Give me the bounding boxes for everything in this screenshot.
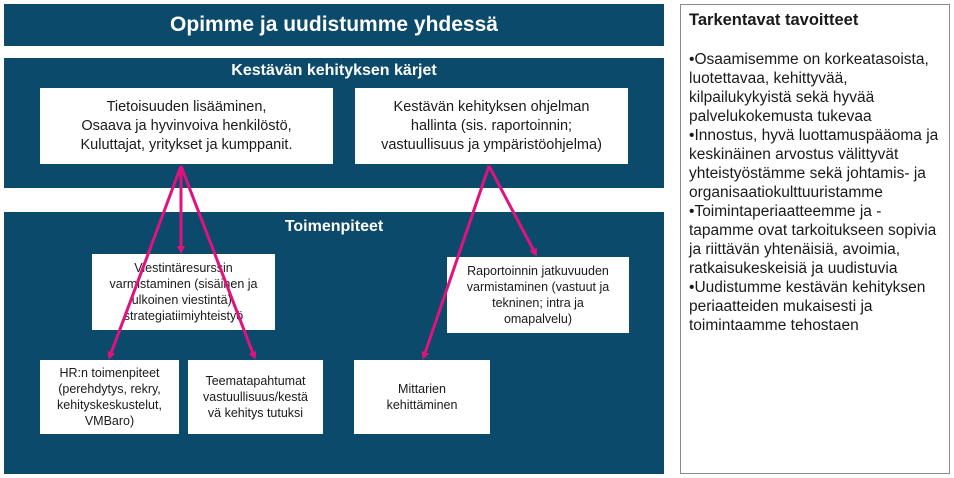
karki-box-tietoisuus: Tietoisuuden lisääminen, Osaava ja hyvinvoiva henkilöstö, Kuluttajat, yritykset ja kumppanit.: [40, 88, 333, 164]
side-panel: [680, 4, 950, 474]
goal-item: • Toimintaperiaatteemme ja -tapamme ovat tarkoitukseen sopivia ja riittävän yhtenäisiä, avoimia, ratkaisukeskeisiä ja uudistuvia: [689, 202, 941, 278]
karjet-title: Kestävän kehityksen kärjet: [231, 62, 437, 79]
action-box-raportointi: Raportoinnin jatkuvuuden varmistaminen (vastuut ja tekninen; intra ja omapalvelu): [447, 257, 629, 333]
goal-item: • Innostus, hyvä luottamuspääoma ja keskinäinen arvostus välittyvät yhteistyöstämme sekä johtamis- ja organisaatiokulttuuristamme: [689, 126, 941, 202]
karki-box-ohjelma: Kestävän kehityksen ohjelman hallinta (sis. raportoinnin; vastuullisuus ja ympäristöohjelma): [355, 88, 628, 164]
side-title: Tarkentavat tavoitteet: [689, 11, 859, 29]
banner-title: Opimme ja uudistumme yhdessä: [170, 13, 498, 36]
toimenpiteet-title: Toimenpiteet: [284, 218, 384, 235]
toimenpiteet-panel: [4, 212, 664, 474]
action-box-mittarit: Mittarien kehittäminen: [354, 360, 490, 434]
goal-item: • Uudistumme kestävän kehityksen periaatteiden mukaisesti ja toimintaamme tehostaen: [689, 278, 941, 335]
goal-list: [689, 50, 941, 335]
action-box-viestinta: Viestintäresurssin varmistaminen (sisäinen ja ulkoinen viestintä), strategiatiimiyhteistyö: [92, 254, 275, 330]
action-box-hr: HR:n toimenpiteet (perehdytys, rekry, kehityskeskustelut, VMBaro): [40, 360, 179, 434]
goal-item: • Osaamisemme on korkeatasoista, luotettavaa, kehittyvää, kilpailukykyistä sekä hyvää palvelukokemusta tukevaa: [689, 50, 941, 126]
action-box-teema: Teematapahtumat vastuullisuus/kestä vä kehitys tutuksi: [188, 360, 323, 434]
top-banner: [4, 4, 664, 46]
